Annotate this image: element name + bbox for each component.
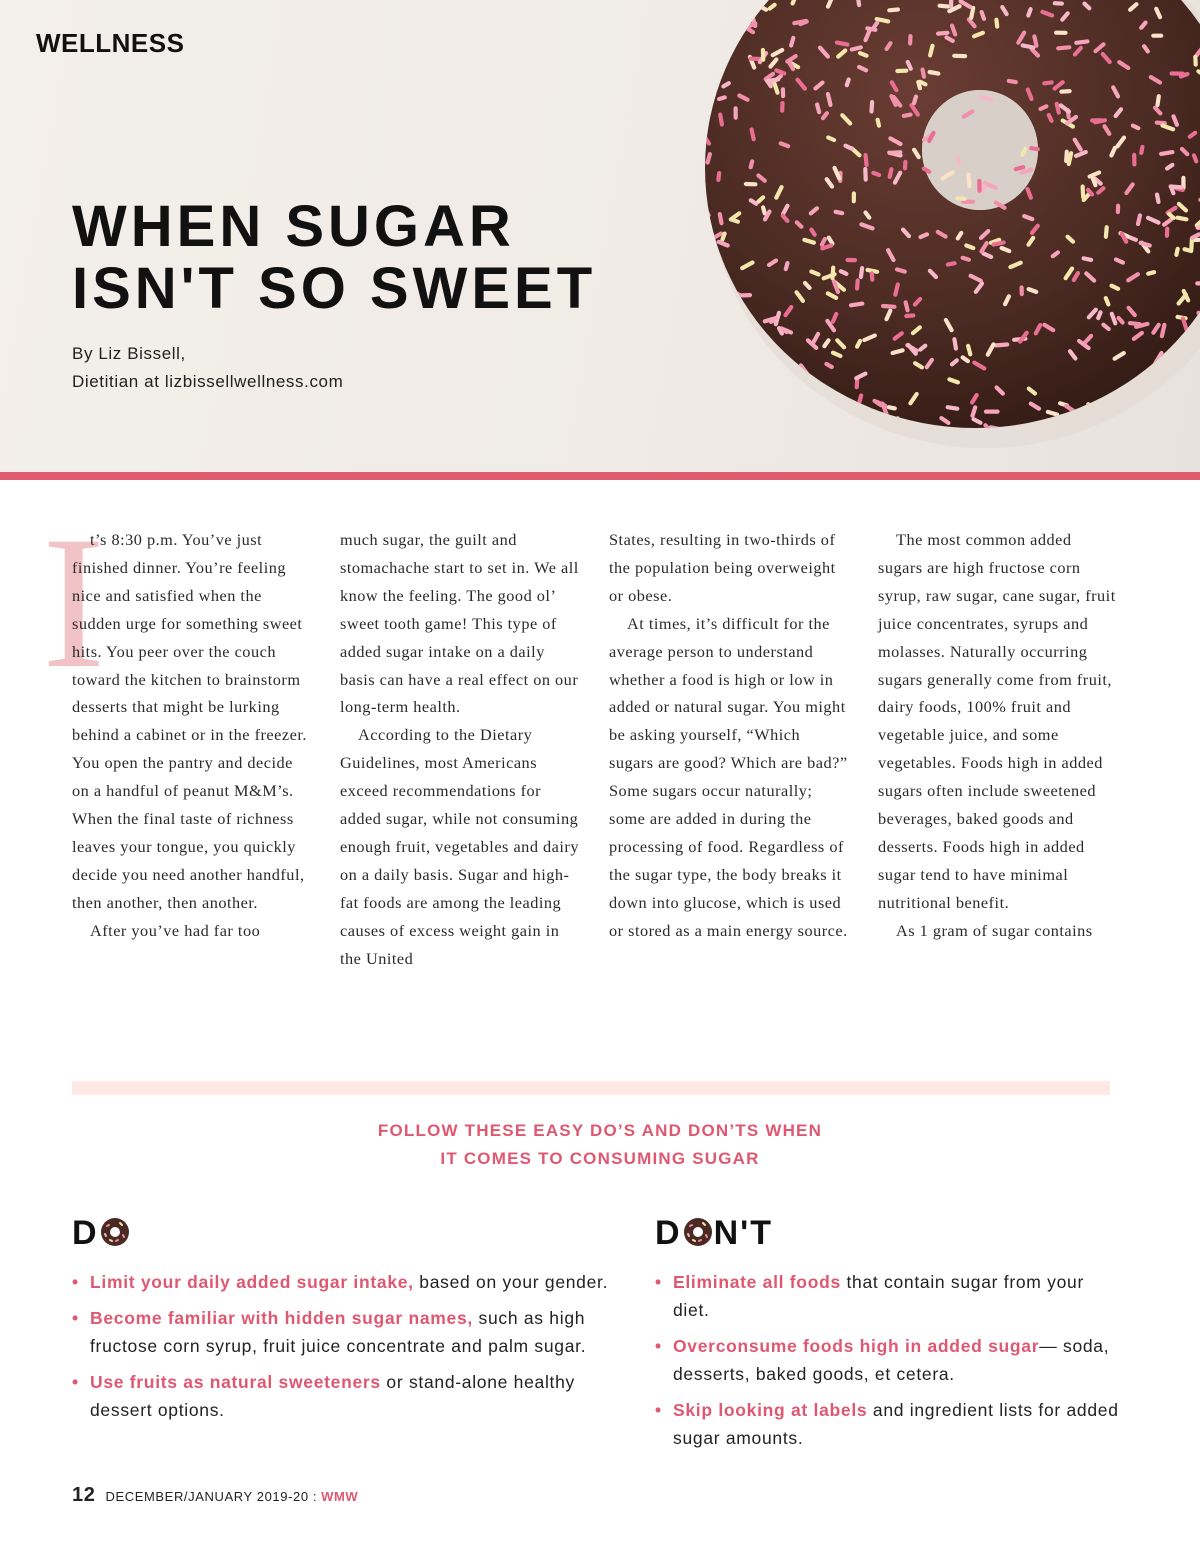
byline (72, 340, 343, 396)
sprinkle (857, 341, 860, 347)
sprinkle (872, 273, 873, 279)
sprinkle (893, 350, 903, 353)
sprinkle (948, 263, 955, 264)
sprinkle (851, 304, 862, 306)
sprinkle (786, 263, 788, 269)
sprinkle (1134, 410, 1142, 418)
dont-title-text: D (655, 1214, 682, 1252)
bullet: • (72, 1372, 79, 1392)
tip-highlight: Eliminate all foods (673, 1272, 841, 1292)
sprinkle (705, 207, 709, 216)
dont-section (655, 1212, 1125, 1460)
sprinkle (1102, 425, 1103, 432)
sprinkle (712, 326, 713, 333)
title-line-1: WHEN SUGAR (72, 194, 515, 259)
sprinkle (833, 268, 834, 279)
sprinkle (1049, 115, 1052, 121)
sprinkle (866, 155, 867, 165)
sprinkle (1126, 435, 1134, 438)
sprinkle (781, 328, 786, 332)
sprinkle (1157, 195, 1159, 202)
bullet: • (72, 1308, 79, 1328)
paragraph: After you’ve had far too (90, 920, 261, 940)
sprinkle (1106, 298, 1109, 304)
dont-title (655, 1212, 1125, 1254)
tip-text: — soda, desserts, baked goods, et cetera. (673, 1336, 1110, 1384)
sprinkle (1009, 81, 1016, 82)
tip-text: based on your gender. (413, 1272, 609, 1292)
sprinkle (847, 80, 849, 86)
dont-title-suffix: N'T (713, 1214, 773, 1252)
sprinkle (710, 355, 713, 363)
sprinkle (968, 175, 969, 187)
sprinkle (982, 12, 984, 19)
paragraph: At times, it’s difficult for the average person to understand whether a food is high or low in added or natural sugar. You might be asking yourself, “Which sugars are good? Which are bad?” Some sugars occur naturally; some are added in during the processing of food. Regardless of the sugar type, the body breaks it down into glucose, which is used or stored as a main energy source. (609, 613, 848, 940)
sprinkle (781, 143, 789, 146)
sprinkle (966, 245, 973, 248)
tip-text: such as high fructose corn syrup, fruit juice concentrate and palm sugar. (90, 1308, 587, 1356)
issue-date: DECEMBER/JANUARY 2019-20 : (105, 1489, 318, 1504)
tips-heading (0, 1117, 1200, 1173)
sprinkle (811, 230, 814, 235)
sprinkle (1093, 178, 1096, 185)
sprinkle (1058, 47, 1069, 48)
sprinkle (859, 67, 866, 70)
sprinkle (914, 97, 916, 104)
sprinkle (763, 207, 765, 213)
page-footer (72, 1484, 358, 1507)
sprinkle (1028, 9, 1030, 15)
list-item (655, 1396, 1125, 1452)
sprinkle (857, 380, 858, 387)
sprinkle (857, 281, 858, 289)
sprinkle (1167, 165, 1172, 169)
sprinkle (1084, 258, 1092, 260)
sprinkle (994, 243, 1004, 245)
sprinkle (1148, 272, 1154, 274)
sprinkle (737, 322, 738, 331)
sprinkle (811, 272, 818, 275)
sprinkle (778, 427, 789, 430)
sprinkle (718, 13, 725, 15)
sprinkle (1130, 323, 1140, 324)
article-column-4 (878, 526, 1118, 945)
sprinkle (721, 15, 730, 16)
sprinkle (822, 246, 831, 249)
sprinkle (723, 83, 728, 86)
article-title (72, 196, 596, 320)
sprinkle (837, 43, 848, 45)
sprinkle (1057, 104, 1059, 113)
do-section (72, 1212, 612, 1432)
tip-text: that contain sugar from your diet. (673, 1272, 1084, 1320)
sprinkle (1031, 148, 1038, 149)
list-item (72, 1368, 612, 1424)
sprinkle (1016, 167, 1023, 169)
sprinkle (1098, 312, 1100, 318)
donut-icon (100, 1217, 130, 1247)
sprinkle (889, 407, 895, 408)
tip-highlight: Overconsume foods high in added sugar (673, 1336, 1040, 1356)
bullet: • (655, 1336, 662, 1356)
sprinkle (1191, 239, 1192, 250)
sprinkle (949, 379, 958, 382)
sprinkle (973, 407, 976, 415)
sprinkle (1029, 289, 1037, 292)
sprinkle (940, 6, 949, 7)
donut-icon (683, 1217, 713, 1247)
sprinkle (872, 102, 873, 111)
paragraph: According to the Dietary Guidelines, most Americans exceed recommendations for added sugar, while not consuming enough fruit, vegetables and dairy on a daily basis. Sugar and high-fat foods are among the leading causes of excess weight gain in the United (340, 725, 579, 968)
sprinkle (889, 10, 898, 11)
do-list (72, 1268, 612, 1424)
sprinkle (791, 38, 793, 46)
sprinkle (728, 332, 732, 337)
sprinkle (996, 345, 1007, 346)
sprinkle (751, 161, 753, 167)
tip-highlight: Become familiar with hidden sugar names, (90, 1308, 473, 1328)
sprinkle (873, 173, 879, 175)
sprinkle (804, 240, 814, 243)
sprinkle (1069, 153, 1071, 164)
sprinkle (719, 97, 725, 99)
article-body (42, 498, 1116, 1036)
sprinkle (720, 214, 722, 223)
drop-cap: I (42, 498, 106, 708)
divider-rule (0, 472, 1200, 480)
sprinkle (1162, 325, 1165, 336)
sprinkle (841, 271, 847, 274)
sprinkle (752, 129, 754, 139)
sprinkle (860, 53, 867, 56)
sprinkle (1041, 106, 1047, 109)
sprinkle (776, 70, 784, 73)
sprinkle (930, 72, 939, 74)
sprinkle (1133, 126, 1138, 129)
sprinkle (828, 0, 831, 7)
sprinkle (1122, 422, 1125, 430)
sprinkle (1158, 96, 1159, 105)
sprinkle (846, 146, 852, 149)
tip-highlight: Use fruits as natural sweeteners (90, 1372, 381, 1392)
sprinkle (1106, 227, 1107, 237)
sprinkle (732, 220, 738, 222)
sprinkle (751, 200, 756, 204)
sprinkle (930, 46, 932, 56)
sprinkle (1066, 152, 1067, 161)
list-item (72, 1268, 612, 1296)
sprinkle (938, 33, 947, 34)
sprinkle (775, 84, 778, 93)
page-number: 12 (72, 1484, 96, 1506)
sprinkle (846, 430, 856, 436)
sprinkle (852, 47, 861, 49)
sprinkle (1194, 155, 1196, 161)
bullet: • (655, 1272, 662, 1292)
sprinkle (1171, 188, 1173, 194)
sprinkle (711, 53, 716, 61)
sprinkle (958, 158, 960, 165)
sprinkle (948, 407, 958, 409)
sprinkle (1022, 170, 1032, 173)
sprinkle (971, 8, 973, 18)
sprinkle (890, 169, 892, 177)
sprinkle (754, 342, 762, 344)
sprinkle (996, 20, 997, 27)
sprinkle (861, 268, 862, 277)
sprinkle (924, 169, 929, 172)
article-column-2 (340, 526, 580, 973)
sprinkle (920, 82, 925, 85)
sprinkle (1138, 215, 1140, 224)
section-label: WELLNESS (36, 28, 185, 58)
list-item (655, 1332, 1125, 1388)
sprinkle (906, 302, 908, 310)
sprinkle (801, 22, 807, 25)
sprinkle (793, 0, 796, 3)
tip-highlight: Limit your daily added sugar intake, (90, 1272, 414, 1292)
sprinkle (906, 316, 913, 317)
sprinkle (1002, 248, 1010, 251)
sprinkle (722, 234, 724, 240)
byline-credential: Dietitian at lizbissellwellness.com (72, 372, 344, 391)
sprinkle (890, 152, 901, 153)
sprinkle (720, 115, 722, 125)
sprinkle (817, 105, 819, 113)
sprinkle (780, 399, 789, 403)
do-title (72, 1212, 612, 1254)
sprinkle (732, 0, 741, 7)
paragraph: much sugar, the guilt and stomachache start to set in. We all know the feeling. The good ol’ sweet tooth game! This type of added sugar intake on a daily basis can have a real effect on our long-term health. (340, 530, 579, 717)
magazine-name: WMW (321, 1489, 359, 1504)
sprinkle (1181, 74, 1188, 77)
sprinkle (710, 437, 721, 438)
sprinkle (923, 70, 925, 77)
tip-text: and ingredient lists for added sugar amounts. (673, 1400, 1119, 1448)
sprinkle (1024, 216, 1032, 219)
article-column-3 (609, 526, 849, 945)
tip-text: or stand-alone healthy dessert options. (90, 1372, 575, 1420)
sprinkle (1141, 243, 1150, 246)
sprinkle (968, 346, 970, 354)
article-column-1 (42, 498, 312, 945)
paragraph: The most common added sugars are high fructose corn syrup, raw sugar, cane sugar, fruit juice concentrates, syrups and molasses. Naturally occurring sugars generally come from fruit, dairy foods, 100% fruit and vegetable juice, and some vegetables. Foods high in added sugars often include sweetened beverages, baked goods and desserts. Foods high in added sugar tend to have minimal nutritional benefit. (878, 530, 1116, 912)
sprinkle (781, 385, 790, 388)
sprinkle (753, 414, 758, 419)
sprinkle (836, 212, 843, 213)
sprinkle (1022, 149, 1025, 155)
sprinkle (1023, 45, 1034, 47)
sprinkle (828, 138, 834, 141)
sprinkle (1178, 218, 1187, 220)
sprinkle (958, 233, 962, 239)
sprinkle (718, 173, 719, 180)
sprinkle (908, 62, 911, 69)
sprinkle (828, 94, 831, 105)
sprinkle (714, 68, 718, 79)
sprinkle (954, 339, 956, 348)
sprinkle (1044, 82, 1051, 83)
sprinkle (1165, 425, 1175, 430)
tip-highlight: Skip looking at labels (673, 1400, 868, 1420)
bullet: • (655, 1400, 662, 1420)
byline-author: By Liz Bissell, (72, 344, 186, 363)
sprinkle (1141, 147, 1142, 153)
list-item (72, 1304, 612, 1360)
sprinkle (1157, 123, 1165, 124)
sprinkle (897, 269, 905, 271)
sprinkle (760, 424, 765, 429)
sprinkle (1061, 91, 1069, 92)
paragraph: States, resulting in two-thirds of the population being overweight or obese. (609, 530, 836, 605)
pink-band (72, 1081, 1110, 1095)
tips-heading-line-2: IT COMES TO CONSUMING SUGAR (440, 1149, 760, 1168)
sprinkle (883, 306, 894, 307)
sprinkle (1083, 187, 1084, 198)
sprinkle (767, 79, 778, 81)
sprinkle (921, 234, 928, 237)
sprinkle (1160, 388, 1169, 394)
sprinkle (739, 351, 749, 357)
paragraph: As 1 gram of sugar contains (896, 920, 1093, 940)
sprinkle (705, 333, 713, 335)
sprinkle (982, 187, 985, 193)
bullet: • (72, 1272, 79, 1292)
sprinkle (1048, 412, 1057, 415)
sprinkle (1076, 41, 1087, 42)
sprinkle (822, 239, 825, 245)
sprinkle (1134, 420, 1143, 424)
sprinkle (858, 0, 860, 5)
sprinkle (1161, 152, 1172, 154)
sprinkle (851, 419, 852, 426)
sprinkle (878, 120, 879, 126)
sprinkle (1119, 318, 1123, 323)
sprinkle (826, 364, 831, 367)
sprinkle (963, 258, 969, 260)
do-title-text: D (72, 1214, 99, 1252)
title-line-2: ISN'T SO SWEET (72, 256, 597, 321)
sprinkle (708, 154, 710, 162)
list-item (655, 1268, 1125, 1324)
sprinkle (904, 115, 911, 116)
sprinkle (1112, 286, 1119, 289)
sprinkle (1034, 36, 1036, 45)
hero-banner (0, 0, 1200, 472)
paragraph: t’s 8:30 p.m. You’ve just finished dinner. You’re feeling nice and satisfied when the sudden urge for something sweet hits. You peer over the couch toward the kitchen to brainstorm desserts that might be lurking behind a cabinet or in the freezer. You open the pantry and decide on a handful of peanut M&M’s. When the final taste of richness leaves your tongue, you quickly decide you need another handful, then another, then another. (72, 530, 307, 912)
dont-list (655, 1268, 1125, 1452)
tips-heading-line-1: FOLLOW THESE EASY DO’S AND DON’TS WHEN (377, 1121, 823, 1140)
sprinkle (895, 285, 898, 295)
sprinkle (1116, 260, 1123, 263)
sprinkle (1176, 249, 1177, 255)
